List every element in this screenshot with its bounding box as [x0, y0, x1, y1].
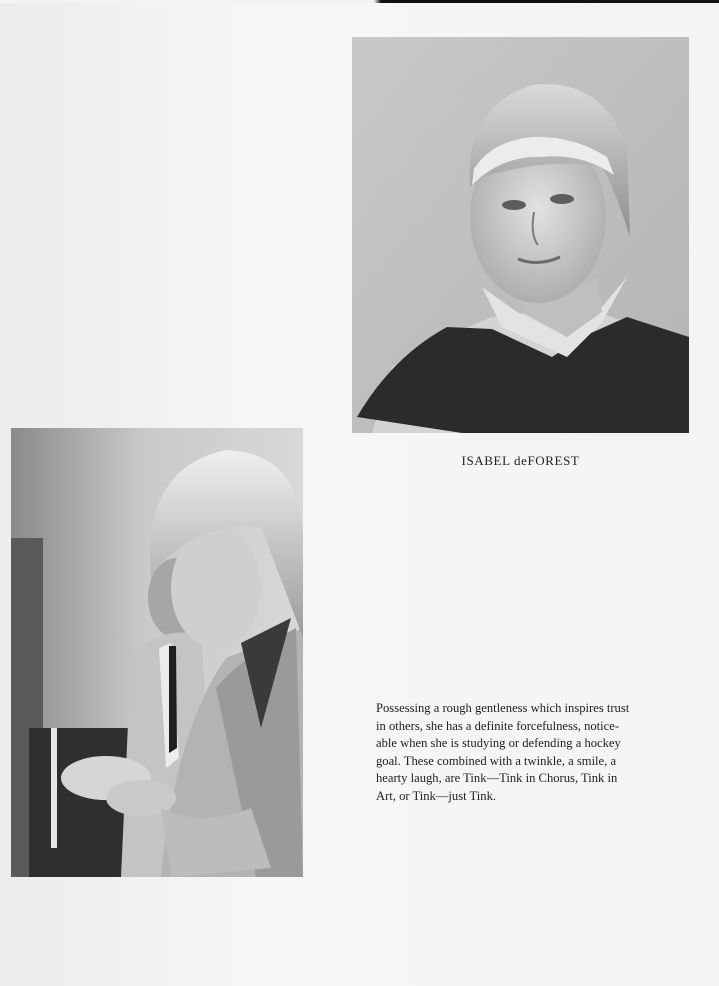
portrait-photo — [352, 37, 689, 433]
page-top-edge — [0, 0, 719, 3]
bio-line: Possessing a rough gentleness which inspires trust — [376, 701, 630, 715]
biography-text — [376, 700, 678, 806]
bio-line: able when she is studying or defending a hockey — [376, 736, 621, 751]
bio-line: goal. These combined with a twinkle, a smile, a — [376, 753, 617, 768]
bio-line: hearty laugh, are Tink—Tink in Chorus, Tink in — [376, 771, 618, 786]
bio-line: in others, she has a definite forcefulness, notice- — [376, 718, 620, 733]
bio-line: Art, or Tink—just Tink. — [376, 788, 497, 803]
candid-photo — [11, 428, 303, 877]
portrait-caption: ISABEL deFOREST — [461, 453, 580, 468]
